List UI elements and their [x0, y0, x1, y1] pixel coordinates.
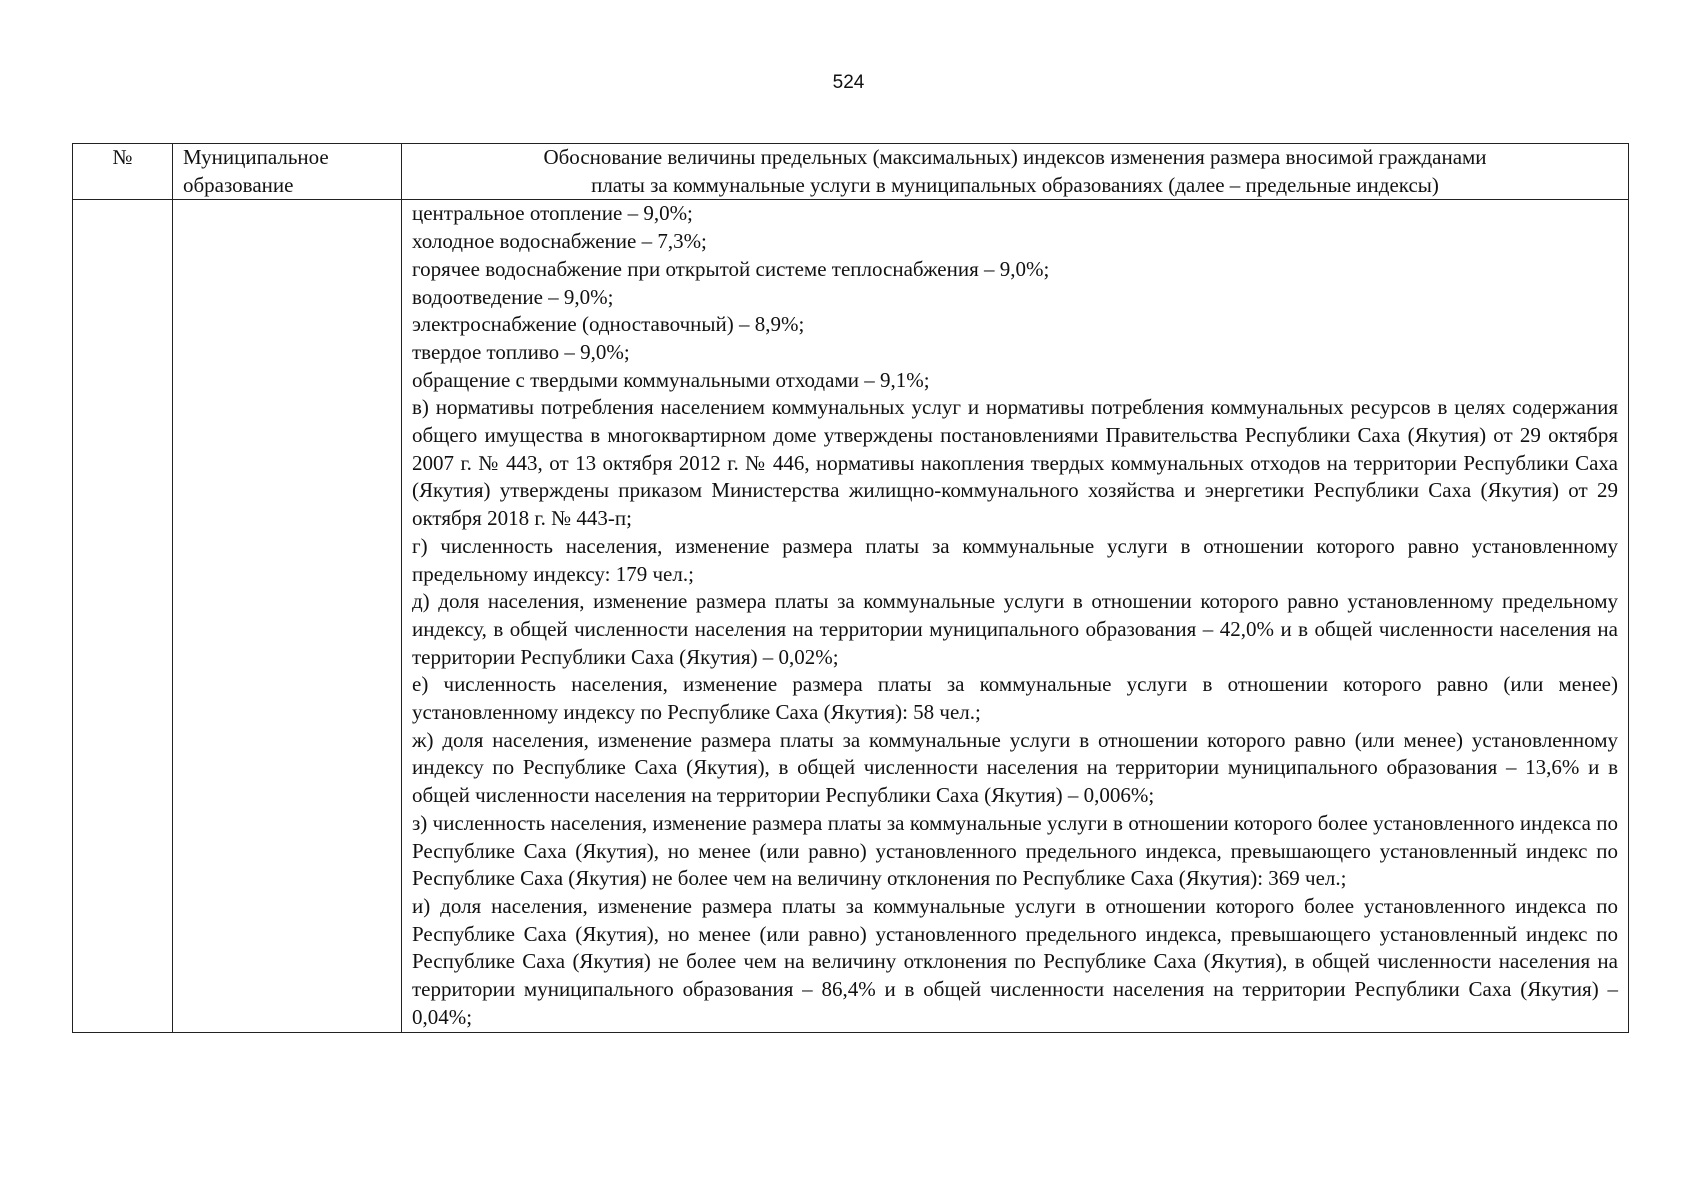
table-row: [73, 200, 1629, 1032]
paragraph: з) численность населения, изменение размера платы за коммунальные услуги в отношении которого более установленного индекса по Республике Саха (Якутия), но менее (или равно) установленного предельного индекса, превышающего установленный индекс по Республике Саха (Якутия) не более чем на величину отклонения по Республике Саха (Якутия): 369 чел.;: [412, 810, 1618, 891]
cell-number: [73, 200, 173, 1032]
paragraph: д) доля населения, изменение размера платы за коммунальные услуги в отношении которого равно установленному предельному индексу, в общей численности населения на территории муниципального образования – 42,0% и в общей численности населения на территории Республики Саха (Якутия) – 0,02%;: [412, 589, 1618, 669]
paragraph: г) численность населения, изменение размера платы за коммунальные услуги в отношении которого равно установленному предельному индексу: 179 чел.;: [412, 533, 1618, 586]
header-number: №: [73, 144, 173, 200]
header-municipality-line2: образование: [183, 172, 294, 197]
paragraph: и) доля населения, изменение размера платы за коммунальные услуги в отношении которого более установленного индекса по Республике Саха (Якутия), но менее (или равно) установленного предельного индекса, превышающего установленный индекс по Республике Саха (Якутия) не более чем на величину отклонения по Республике Саха (Якутия), в общей численности населения на территории муниципального образования – 86,4% и в общей численности населения на территории Республики Саха (Якутия) – 0,04%;: [412, 893, 1618, 1029]
header-justification: [402, 144, 1629, 200]
header-municipality: [173, 144, 402, 200]
cell-justification: [402, 200, 1629, 1032]
tariff-index-table: [72, 143, 1629, 1033]
paragraph: твердое топливо – 9,0%;: [412, 339, 630, 364]
table-header: [73, 144, 1629, 200]
cell-municipality: [173, 200, 402, 1032]
paragraph: в) нормативы потребления населением коммунальных услуг и нормативы потребления коммунальных ресурсов в целях содержания общего имущества в многоквартирном доме утверждены постановлениями Правительства Республики Саха (Якутия) от 29 октября 2007 г. № 443, от 13 октября 2012 г. № 446, нормативы накопления твердых коммунальных отходов на территории Республики Саха (Якутия) утверждены приказом Министерства жилищно-коммунального хозяйства и энергетики Республики Саха (Якутия) от 29 октября 2018 г. № 443-п;: [412, 395, 1618, 531]
header-row: [73, 144, 1629, 200]
paragraph: горячее водоснабжение при открытой системе теплоснабжения – 9,0%;: [412, 256, 1050, 281]
header-justification-line1: Обоснование величины предельных (максимальных) индексов изменения размера вносимой гражданами: [543, 145, 1487, 169]
paragraph: ж) доля населения, изменение размера платы за коммунальные услуги в отношении которого равно (или менее) установленному индексу по Республике Саха (Якутия), в общей численности населения на территории муниципального образования – 13,6% и в общей численности населения на территории Республики Саха (Якутия) – 0,006%;: [412, 727, 1618, 808]
paragraph: центральное отопление – 9,0%;: [412, 201, 693, 226]
paragraph: водоотведение – 9,0%;: [412, 284, 614, 309]
paragraph: обращение с твердыми коммунальными отходами – 9,1%;: [412, 367, 930, 392]
page-number: 524: [832, 72, 865, 93]
header-municipality-line1: Муниципальное: [183, 145, 329, 169]
table-body: [73, 200, 1629, 1032]
paragraph: е) численность населения, изменение размера платы за коммунальные услуги в отношении которого равно (или менее) установленному индексу по Республике Саха (Якутия): 58 чел.;: [412, 672, 1618, 725]
paragraph: холодное водоснабжение – 7,3%;: [412, 229, 707, 254]
header-justification-line2: платы за коммунальные услуги в муниципальных образованиях (далее – предельные индексы): [591, 172, 1439, 197]
paragraph: электроснабжение (одноставочный) – 8,9%;: [412, 312, 805, 337]
